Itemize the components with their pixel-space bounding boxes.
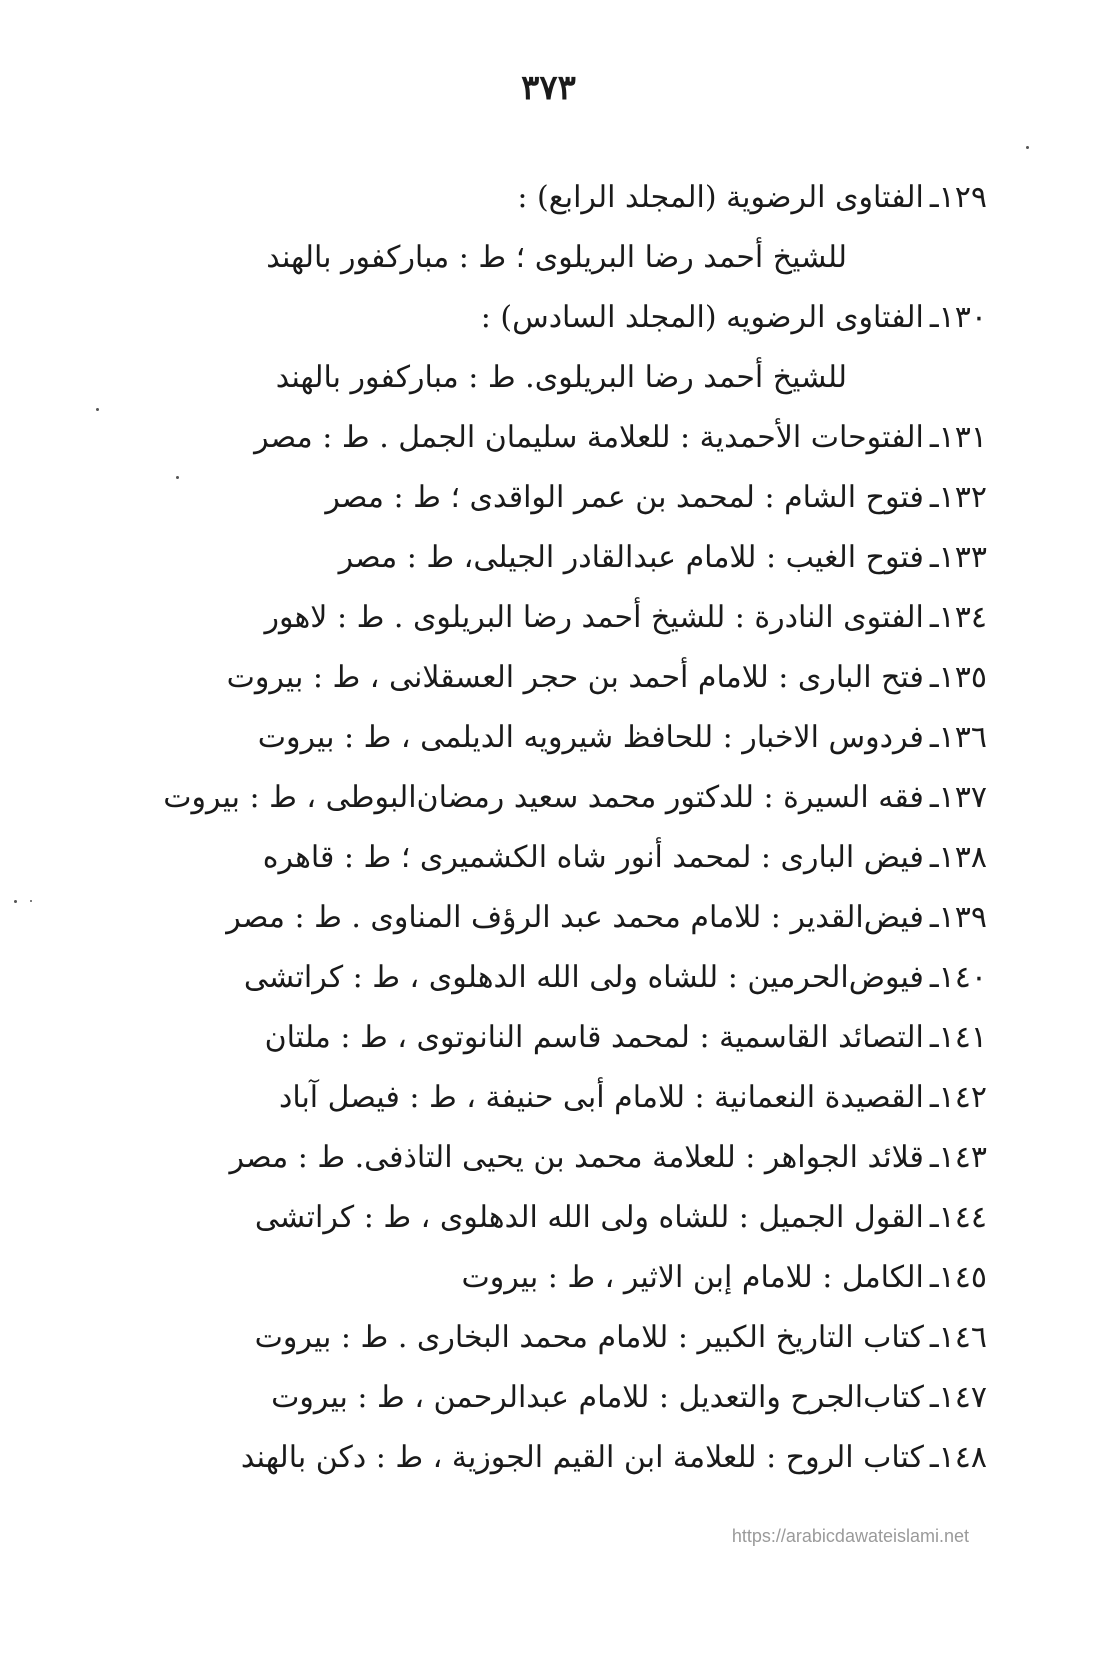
bibliography-entry [87, 468, 987, 528]
bibliography-entry [87, 1008, 987, 1068]
bibliography-entry [87, 888, 987, 948]
entry-text: الفتاوى الرضوية (المجلد الرابع) : [517, 180, 924, 215]
bibliography-entry [87, 408, 987, 468]
bibliography-entry [87, 768, 987, 828]
entry-number: ١٣٨ـ [929, 840, 987, 875]
entry-continuation [87, 228, 987, 288]
entry-text: فيض البارى : لمحمد أنور شاه الكشميرى ؛ ط : قاهره [262, 840, 924, 875]
entry-continuation [87, 348, 987, 408]
entry-text: القول الجميل : للشاه ولى الله الدهلوى ، ط : كراتشى [254, 1200, 924, 1235]
scan-speck [14, 900, 17, 903]
bibliography-entry [87, 1128, 987, 1188]
entry-number: ١٣٦ـ [929, 720, 987, 755]
entry-number: ١٣٣ـ [929, 540, 987, 575]
entry-text: فقه السيرة : للدكتور محمد سعيد رمضان‌البوطى ، ط : بيروت [163, 780, 924, 815]
entry-number: ١٣٤ـ [929, 600, 987, 635]
entry-number: ١٤٣ـ [929, 1140, 987, 1175]
bibliography-entry [87, 708, 987, 768]
bibliography-entry [87, 528, 987, 588]
entry-text: كتاب التاريخ الكبير : للامام محمد البخارى . ط : بيروت [254, 1320, 924, 1355]
page-number: ٣٧٣ [521, 68, 576, 108]
entry-text: القصيدة النعمانية : للامام أبى حنيفة ، ط : فيصل آباد [278, 1080, 924, 1115]
scan-speck [1026, 146, 1029, 149]
entry-number: ١٣٥ـ [929, 660, 987, 695]
entry-number: ١٣٠ـ [929, 300, 987, 335]
bibliography-entry [87, 1248, 987, 1308]
bibliography-entry [87, 288, 987, 348]
entry-text: الفتاوى الرضويه (المجلد السادس) : [480, 300, 924, 335]
bibliography-entry [87, 1308, 987, 1368]
entry-number: ١٤٥ـ [929, 1260, 987, 1295]
bibliography-entry [87, 588, 987, 648]
entry-text: للشيخ أحمد رضا البريلوى ؛ ط : مباركفور بالهند [266, 240, 847, 275]
entry-text: فيوض‌الحرمين : للشاه ولى الله الدهلوى ، ط : كراتشى [243, 960, 924, 995]
entry-text: فيض‌القدير : للامام محمد عبد الرؤف المناوى . ط : مصر [226, 900, 924, 935]
entry-text: كتاب‌الجرح والتعديل : للامام عبدالرحمن ، ط : بيروت [271, 1380, 924, 1415]
entry-number: ١٤٨ـ [929, 1440, 987, 1475]
scan-speck [30, 900, 32, 902]
bibliography-entry [87, 1068, 987, 1128]
entry-text: للشيخ أحمد رضا البريلوى. ط : مباركفور بالهند [275, 360, 847, 395]
bibliography-entry [87, 828, 987, 888]
entry-number: ١٤٤ـ [929, 1200, 987, 1235]
entry-number: ١٤٢ـ [929, 1080, 987, 1115]
bibliography-entry [87, 168, 987, 228]
entry-text: فتح البارى : للامام أحمد بن حجر العسقلانى ، ط : بيروت [226, 660, 924, 695]
bibliography-entry [87, 1188, 987, 1248]
bibliography-entry [87, 1368, 987, 1428]
entry-text: الكامل : للامام إبن الاثير ، ط : بيروت [461, 1260, 924, 1295]
entry-text: فردوس الاخبار : للحافظ شيرويه الديلمى ، ط : بيروت [257, 720, 924, 755]
bibliography-list [87, 168, 987, 1488]
watermark-url: https://arabicdawateislami.net [731, 1526, 969, 1546]
entry-number: ١٢٩ـ [929, 180, 987, 215]
bibliography-entry [87, 648, 987, 708]
entry-text: الفتوحات الأحمدية : للعلامة سليمان الجمل . ط : مصر [254, 420, 924, 455]
scan-speck [96, 408, 99, 411]
entry-number: ١٤٧ـ [929, 1380, 987, 1415]
bibliography-entry [87, 1428, 987, 1488]
entry-text: الفتوى النادرة : للشيخ أحمد رضا البريلوى . ط : لاهور [264, 600, 924, 635]
entry-text: التصائد القاسمية : لمحمد قاسم النانوتوى ، ط : ملتان [264, 1020, 924, 1055]
scan-speck [176, 476, 179, 479]
bibliography-entry [87, 948, 987, 1008]
entry-text: فتوح الغيب : للامام عبدالقادر الجيلى، ط : مصر [338, 540, 924, 575]
entry-text: فتوح الشام : لمحمد بن عمر الواقدى ؛ ط : مصر [325, 480, 924, 515]
entry-text: قلائد الجواهر : للعلامة محمد بن يحيى التاذفى. ط : مصر [229, 1140, 924, 1175]
entry-number: ١٣٩ـ [929, 900, 987, 935]
entry-number: ١٣١ـ [929, 420, 987, 455]
entry-number: ١٤٠ـ [929, 960, 987, 995]
entry-number: ١٣٢ـ [929, 480, 987, 515]
entry-number: ١٣٧ـ [929, 780, 987, 815]
entry-number: ١٤١ـ [929, 1020, 987, 1055]
entry-number: ١٤٦ـ [929, 1320, 987, 1355]
entry-text: كتاب الروح : للعلامة ابن القيم الجوزية ، ط : دكن بالهند [240, 1440, 924, 1475]
